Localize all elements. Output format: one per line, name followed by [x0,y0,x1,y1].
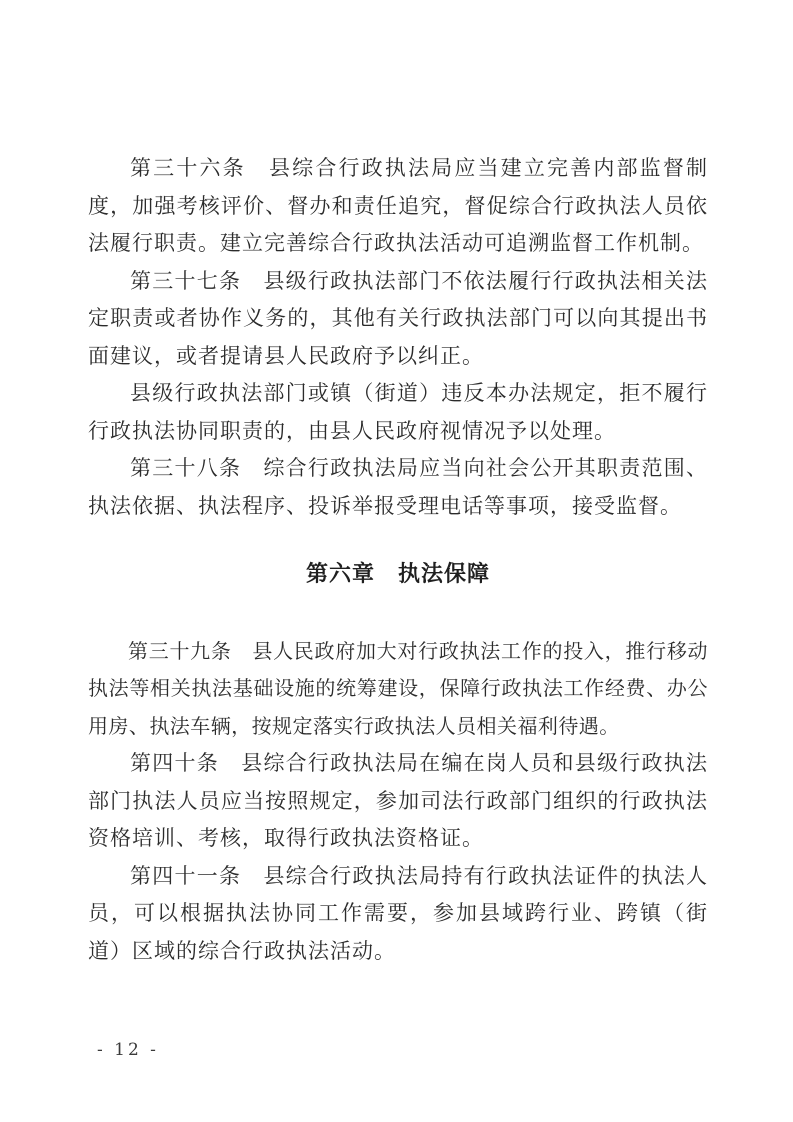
body-paragraph: 第三十七条 县级行政执法部门不依法履行行政执法相关法定职责或者协作义务的，其他有关行政执法部门可以向其提出书面建议，或者提请县人民政府予以纠正。 [88,268,708,368]
body-paragraph: 第三十八条 综合行政执法局应当向社会公开其职责范围、执法依据、执法程序、投诉举报受理电话等事项，接受监督。 [88,456,708,518]
section-articles-36-38 [88,150,708,525]
section-articles-39-41 [88,633,708,971]
body-paragraph: 第三十六条 县综合行政执法局应当建立完善内部监督制度，加强考核评价、督办和责任追究，督促综合行政执法人员依法履行职责。建立完善综合行政执法活动可追溯监督工作机制。 [88,156,708,255]
chapter-heading: 第六章 执法保障 [305,562,490,587]
body-paragraph: 县级行政执法部门或镇（街道）违反本办法规定，拒不履行行政执法协同职责的，由县人民政府视情况予以处理。 [88,381,708,443]
body-paragraph: 第三十九条 县人民政府加大对行政执法工作的投入，推行移动执法等相关执法基础设施的统筹建设，保障行政执法工作经费、办公用房、执法车辆，按规定落实行政执法人员相关福利待遇。 [88,638,708,738]
document-body [88,150,708,970]
page-number: - 12 - [97,1040,159,1060]
body-paragraph: 第四十条 县综合行政执法局在编在岗人员和县级行政执法部门执法人员应当按照规定，参加司法行政部门组织的行政执法资格培训、考核，取得行政执法资格证。 [88,751,708,850]
body-paragraph: 第四十一条 县综合行政执法局持有行政执法证件的执法人员，可以根据执法协同工作需要，参加县域跨行业、跨镇（街道）区域的综合行政执法活动。 [88,863,708,963]
